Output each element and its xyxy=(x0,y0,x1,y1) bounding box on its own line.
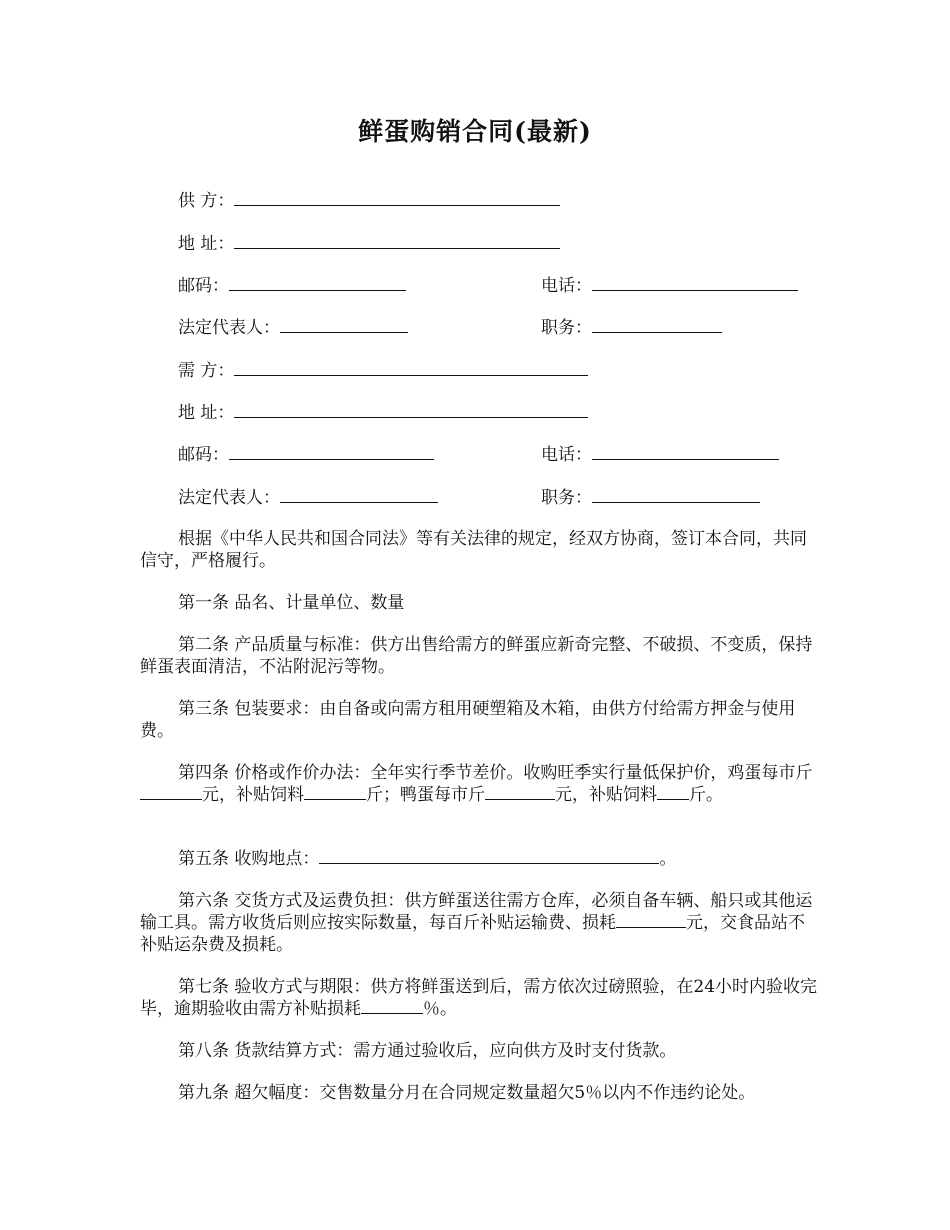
article-8: 第八条 货款结算方式：需方通过验收后，应向供方及时支付货款。 xyxy=(178,1041,677,1061)
duck-feed-subsidy-field[interactable] xyxy=(657,784,689,800)
supplier-position-label: 职务： xyxy=(541,318,592,338)
buyer-rep-row xyxy=(178,484,438,508)
supplier-party-row xyxy=(178,187,560,211)
article-4-text-1: 第四条 价格或作价办法：全年实行季节差价。收购旺季实行量低保护价，鸡蛋每市斤 xyxy=(178,763,813,783)
supplier-party-field[interactable] xyxy=(234,187,560,206)
article-1: 第一条 品名、计量单位、数量 xyxy=(178,593,405,613)
article-7 xyxy=(140,976,820,1020)
supplier-position-row xyxy=(541,314,722,338)
intro-paragraph: 根据《中华人民共和国合同法》等有关法律的规定，经双方协商，签订本合同，共同信守，严格履行。 xyxy=(140,529,807,571)
buyer-postcode-label: 邮码： xyxy=(178,445,229,465)
buyer-postcode-row xyxy=(178,441,434,465)
supplier-phone-label: 电话： xyxy=(541,276,592,296)
supplier-rep-label: 法定代表人： xyxy=(178,318,280,338)
supplier-phone-row xyxy=(541,272,798,296)
article-4-text-3: 斤；鸭蛋每市斤 xyxy=(366,785,485,805)
supplier-phone-field[interactable] xyxy=(592,272,798,291)
buyer-party-field[interactable] xyxy=(234,357,588,376)
supplier-address-row xyxy=(178,230,560,254)
supplier-position-field[interactable] xyxy=(592,314,722,333)
article-6 xyxy=(140,890,820,956)
supplier-party-label: 供 方： xyxy=(178,191,235,211)
buyer-address-label: 地 址： xyxy=(178,403,235,423)
buyer-rep-label: 法定代表人： xyxy=(178,488,280,508)
article-7-text-2: ％。 xyxy=(423,999,457,1019)
buyer-position-label: 职务： xyxy=(541,488,592,508)
article-7-text-1: 第七条 验收方式与期限：供方将鲜蛋送到后，需方依次过磅照验，在24小时内验收完毕，逾期验收由需方补贴损耗 xyxy=(140,977,818,1019)
buyer-party-label: 需 方： xyxy=(178,361,235,381)
buyer-position-field[interactable] xyxy=(592,484,760,503)
duck-egg-price-field[interactable] xyxy=(485,784,555,800)
buyer-address-field[interactable] xyxy=(234,399,588,418)
supplier-rep-row xyxy=(178,314,408,338)
article-4-text-4: 元，补贴饲料 xyxy=(555,785,657,805)
buyer-postcode-field[interactable] xyxy=(229,441,434,460)
buyer-rep-field[interactable] xyxy=(280,484,438,503)
supplier-address-label: 地 址： xyxy=(178,234,235,254)
article-6-text-2: 元，交食品站不补贴运杂费及损耗。 xyxy=(140,913,805,955)
buyer-phone-field[interactable] xyxy=(592,441,779,460)
article-6-text-1: 第六条 交货方式及运费负担：供方鲜蛋送往需方仓库，必须自备车辆、船只或其他运输工具。需方收货后则应按实际数量，每百斤补贴运输费、损耗 xyxy=(140,891,813,933)
article-3: 第三条 包装要求：由自备或向需方租用硬塑箱及木箱，由供方付给需方押金与使用费。 xyxy=(140,699,796,741)
buyer-party-row xyxy=(178,357,588,381)
document-title: 鲜蛋购销合同(最新) xyxy=(358,117,592,146)
article-5-text-1: 第五条 收购地点： xyxy=(178,849,320,869)
article-4-text-5: 斤。 xyxy=(689,785,723,805)
egg-price-field[interactable] xyxy=(140,784,202,800)
supplier-address-field[interactable] xyxy=(234,230,560,249)
supplier-rep-field[interactable] xyxy=(280,314,408,333)
supplier-postcode-field[interactable] xyxy=(229,272,406,291)
buyer-phone-label: 电话： xyxy=(541,445,592,465)
article-5 xyxy=(140,848,820,870)
purchase-location-field[interactable] xyxy=(319,848,659,864)
supplier-postcode-row xyxy=(178,272,406,296)
supplier-postcode-label: 邮码： xyxy=(178,276,229,296)
article-4 xyxy=(140,762,820,806)
article-9: 第九条 超欠幅度：交售数量分月在合同规定数量超欠5％以内不作违约论处。 xyxy=(178,1083,756,1103)
transport-subsidy-field[interactable] xyxy=(616,912,686,928)
article-2: 第二条 产品质量与标准：供方出售给需方的鲜蛋应新奇完整、不破损、不变质，保持鲜蛋表面清洁，不沾附泥污等物。 xyxy=(140,635,813,677)
article-4-text-2: 元，补贴饲料 xyxy=(202,785,304,805)
buyer-phone-row xyxy=(541,441,779,465)
buyer-address-row xyxy=(178,399,588,423)
buyer-position-row xyxy=(541,484,760,508)
loss-percent-field[interactable] xyxy=(361,998,423,1014)
article-5-text-2: 。 xyxy=(659,849,677,869)
egg-feed-subsidy-field[interactable] xyxy=(304,784,366,800)
